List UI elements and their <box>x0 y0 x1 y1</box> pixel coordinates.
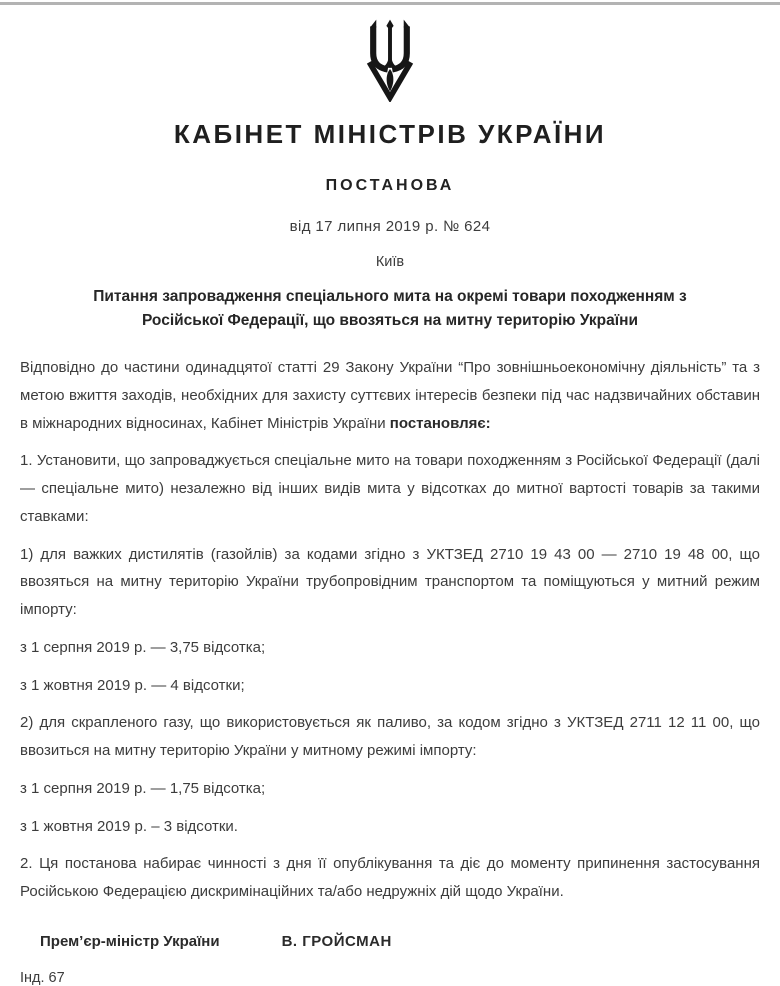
rate-line-2: з 1 жовтня 2019 р. — 4 відсотки; <box>20 676 245 694</box>
trident-icon <box>362 18 418 102</box>
rate-line-4: з 1 жовтня 2019 р. – 3 відсотки. <box>20 817 238 835</box>
paragraph-subitem-2: 2) для скрапленого газу, що використовується як паливо, за кодом згідно з УКТЗЕД 2711 12 11 00, що ввозиться на митну територію України у митному режимі імпорту: <box>20 714 760 760</box>
rate-line-1: з 1 серпня 2019 р. — 3,75 відсотка; <box>20 638 266 656</box>
top-divider-line <box>0 2 780 5</box>
resolution-document-page <box>0 2 780 986</box>
signature-name: В. ГРОЙСМАН <box>281 932 392 950</box>
ukraine-trident-emblem <box>0 18 780 102</box>
doc-type-label: ПОСТАНОВА <box>325 177 455 194</box>
org-title: КАБІНЕТ МІНІСТРІВ УКРАЇНИ <box>173 119 607 149</box>
doc-index-number: Інд. 67 <box>20 969 65 986</box>
doc-title: Питання запровадження спеціального мита на окремі товари походженням з Російської Федерації, що ввозяться на митну територію України <box>93 288 687 330</box>
paragraph-item-2: 2. Ця постанова набирає чинності з дня її опублікування та діє до моменту припинення застосування Російською Федерацією дискримінаційних та/або недружніх дій щодо України. <box>20 855 760 901</box>
paragraph-subitem-1: 1) для важких дистилятів (газойлів) за кодами згідно з УКТЗЕД 2710 19 43 00 — 2710 19 48 00, що ввозяться на митну територію України трубопровідним транспортом та поміщуються у митний режим імпорту: <box>20 545 760 619</box>
signature-row <box>40 933 760 950</box>
doc-body <box>0 354 780 906</box>
preamble-bold-word: постановляє: <box>389 414 491 432</box>
signature-position: Прем’єр-міністр України <box>40 932 220 950</box>
paragraph-item-1: 1. Установити, що запроваджується спеціальне мито на товари походженням з Російської Федерації (далі — спеціальне мито) незалежно від інших видів мита у відсотках до митної вартості товарів за такими ставками: <box>20 452 760 525</box>
doc-date-number: від 17 липня 2019 р. № 624 <box>289 218 491 235</box>
preamble-paragraph <box>20 354 760 437</box>
doc-city: Київ <box>375 254 405 270</box>
rate-line-3: з 1 серпня 2019 р. — 1,75 відсотка; <box>20 779 266 797</box>
preamble-text: Відповідно до частини одинадцятої статті 29 Закону України “Про зовнішньоекономічну діяльність” та з метою вжиття заходів, необхідних для захисту суттєвих інтересів безпеки під час надзвичайних обставин в міжнародних відносинах, Кабінет Міністрів України <box>20 359 760 432</box>
